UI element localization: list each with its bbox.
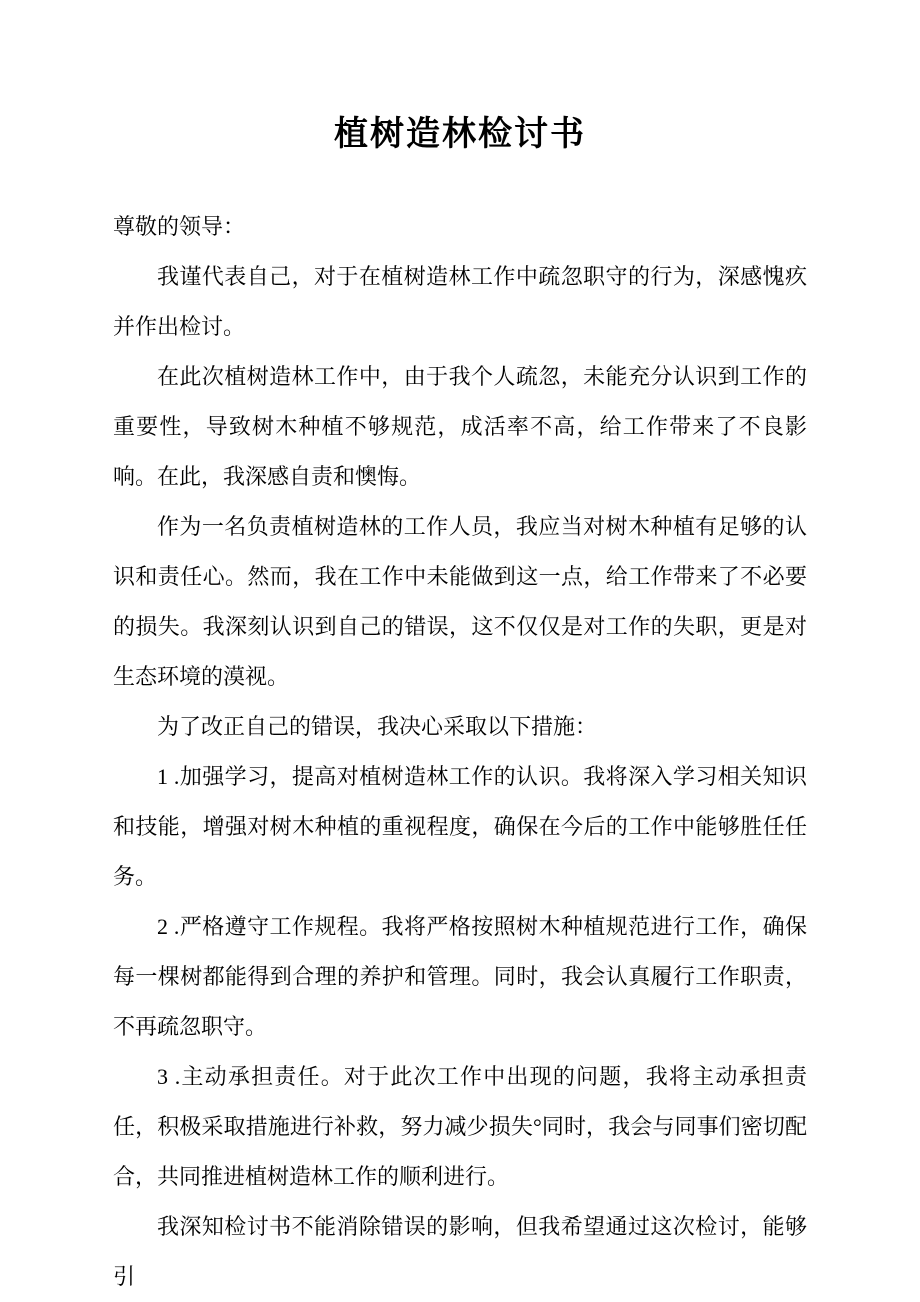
paragraph-problem-description: 在此次植树造林工作中，由于我个人疏忽，未能充分认识到工作的重要性，导致树木种植不够规范，成活率不高，给工作带来了不良影响。在此，我深感自责和懊悔。: [113, 364, 807, 489]
paragraph-measure-2: 2 .严格遵守工作规程。我将严格按照树木种植规范进行工作，确保每一棵树都能得到合理的养护和管理。同时，我会认真履行工作职责，不再疏忽职守。: [113, 914, 807, 1039]
paragraph-intro: 我谨代表自己，对于在植树造林工作中疏忽职守的行为，深感愧疚并作出检讨。: [113, 264, 807, 339]
salutation: 尊敬的领导：: [113, 214, 246, 239]
paragraph-measures-lead-in: 为了改正自己的错误，我决心采取以下措施：: [157, 714, 598, 739]
document-body: [113, 202, 807, 1302]
paragraph-self-reflection: 作为一名负责植树造林的工作人员，我应当对树木种植有足够的认识和责任心。然而，我在工作中未能做到这一点，给工作带来了不必要的损失。我深刻认识到自己的错误，这不仅仅是对工作的失职，更是对生态环境的漠视。: [113, 514, 807, 689]
paragraph-measure-1: 1 .加强学习，提高对植树造林工作的认识。我将深入学习相关知识和技能，增强对树木种植的重视程度，确保在今后的工作中能够胜任任务。: [113, 764, 807, 889]
paragraph-measure-3: 3 .主动承担责任。对于此次工作中出现的问题，我将主动承担责任，积极采取措施进行补救，努力减少损失°同时，我会与同事们密切配合，共同推进植树造林工作的顺利进行。: [113, 1064, 807, 1189]
document-title: 植树造林检讨书: [334, 115, 586, 153]
paragraph-closing-truncated: 我深知检讨书不能消除错误的影响，但我希望通过这次检讨，能够引: [113, 1214, 807, 1289]
